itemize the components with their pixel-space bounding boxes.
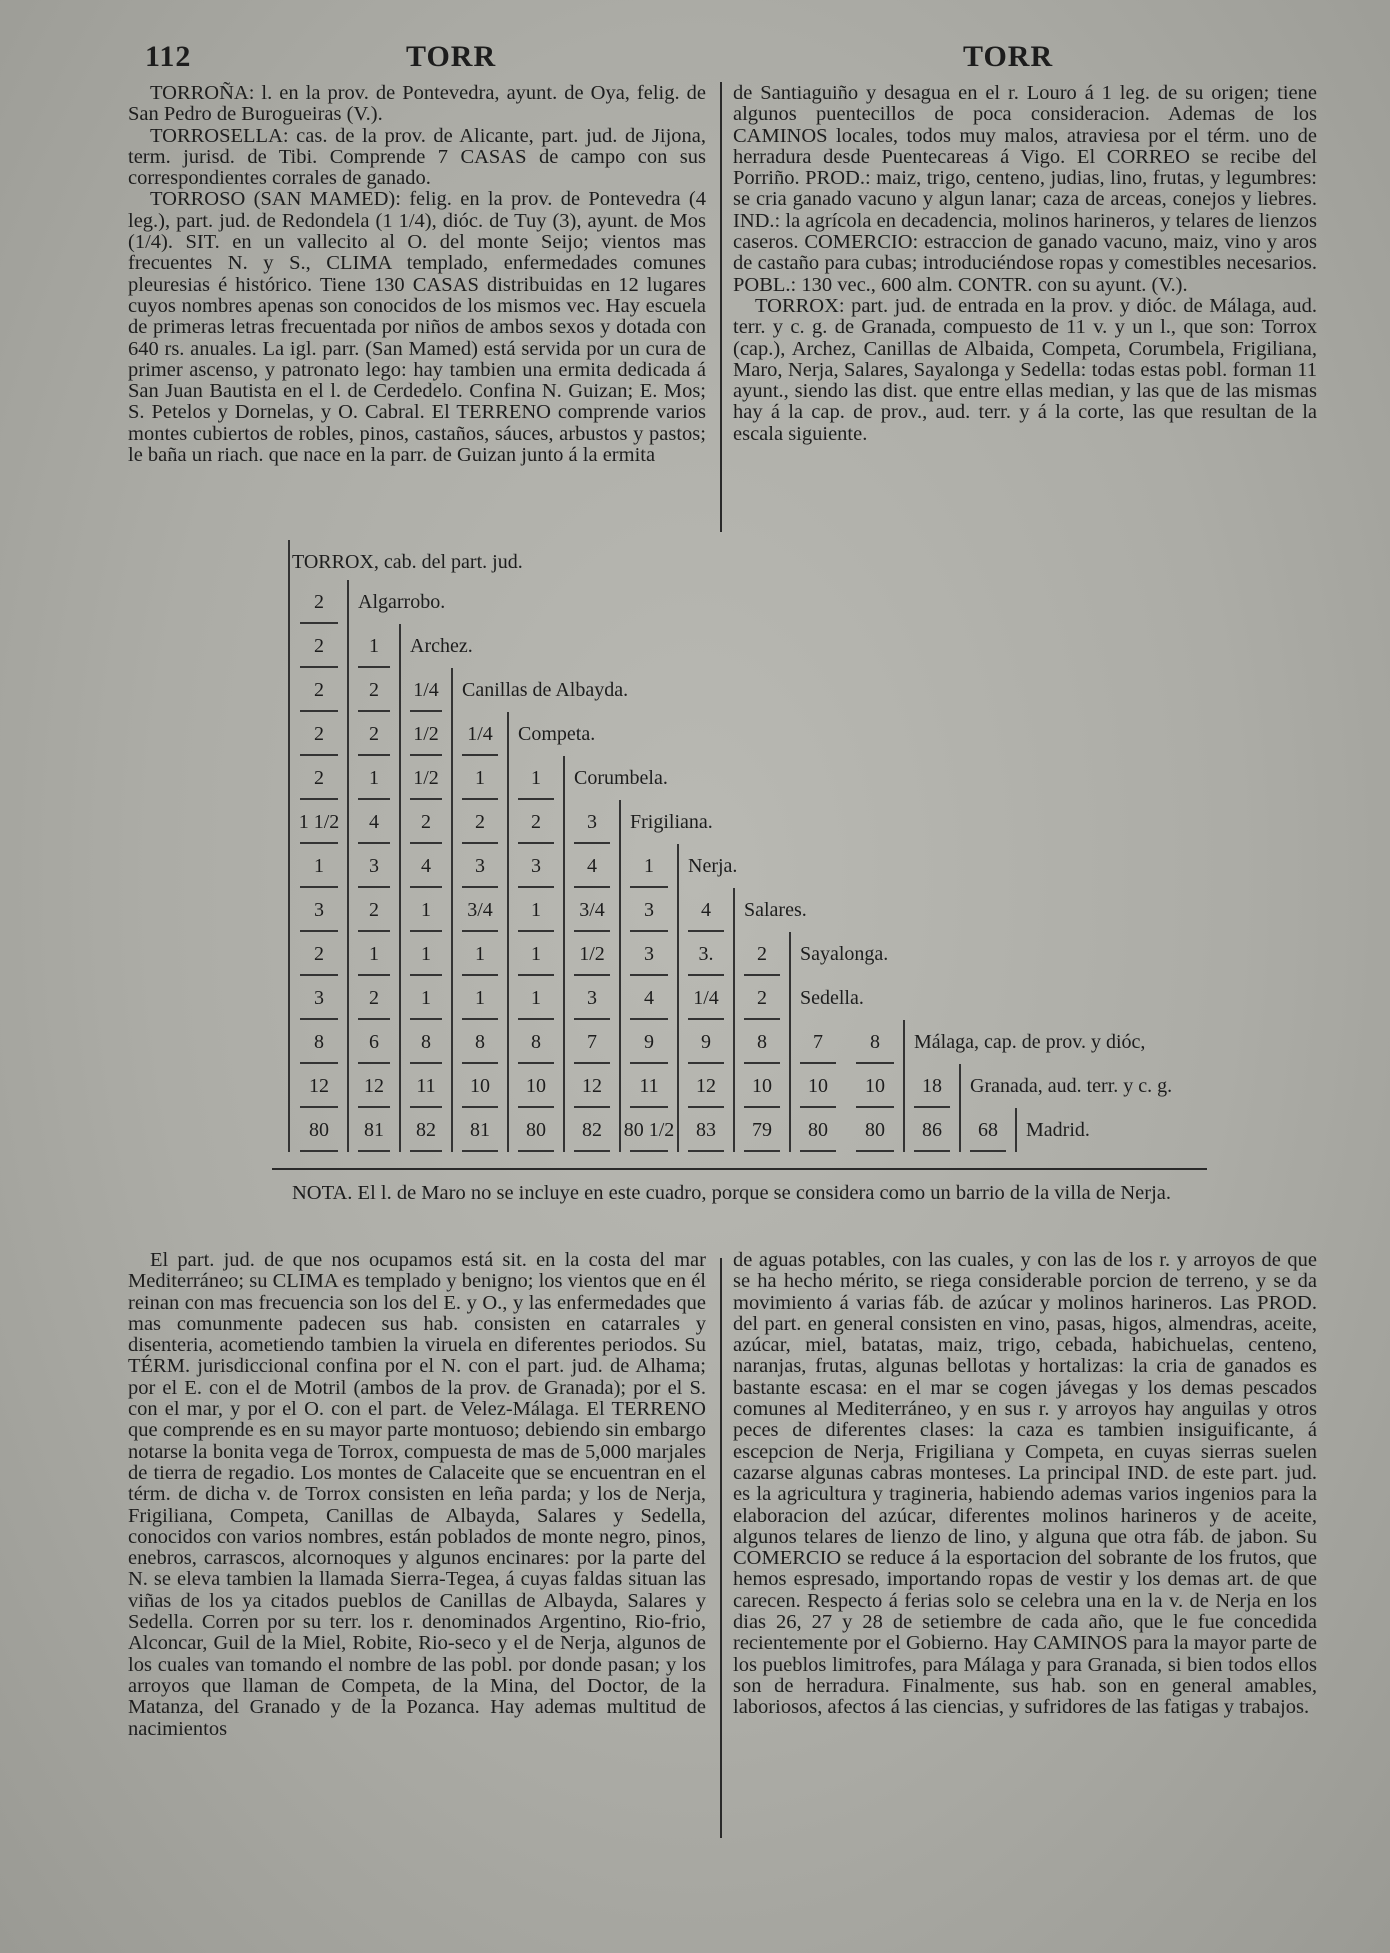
- table-cell: 1: [369, 943, 379, 965]
- running-head-right: TORR: [963, 40, 1054, 73]
- table-cell: 1: [421, 899, 431, 921]
- table-cell: 3: [587, 987, 597, 1009]
- table-row-label: Algarrobo.: [358, 591, 446, 613]
- table-cell: 2: [314, 767, 324, 789]
- table-cell: 18: [922, 1075, 942, 1097]
- cell-rule: [970, 1150, 1006, 1152]
- table-cell: 2: [369, 723, 379, 745]
- table-row-label: Competa.: [518, 723, 596, 745]
- table-cell: 83: [696, 1119, 716, 1141]
- table-cell: 12: [309, 1075, 329, 1097]
- table-row-label: Madrid.: [1026, 1119, 1090, 1141]
- table-cell: 8: [757, 1031, 767, 1053]
- page-number: 112: [145, 40, 192, 73]
- table-cell: 1: [421, 987, 431, 1009]
- entry-torroso: TORROSO (SAN MAMED): felig. en la prov. de Pontevedra (4 leg.), part. jud. de Redondela (1 1/4), dióc. de Tuy (3), ayunt. de Mos (1/4). SIT. en un vallecito al O. del monte Seijo; vientos mas frecuentes N. y S., CLIMA templado, enfermedades comunes pleuresias é histórico. Tiene 130 CASAS distribuidas en 12 lugares cuyos nombres apenas son conocidos de los mismos vec. Hay escuela de primeras letras frecuentada por niños de ambos sexos y dotada con 640 rs. anuales. La igl. parr. (San Mamed) está servida por un cura de primer ascenso, y patronato lego: hay tambien una ermita dedicada á San Juan Bautista en el l. de Cerdedelo. Confina N. Guizan; E. Mos; S. Petelos y Dornelas, y O. Cabral. El TERRENO comprende varios montes cubiertos de robles, pinos, castaños, sáuces, arbustos y pastos; le baña un riach. que nace en la parr. de Guizan junto á la ermita: [128, 188, 706, 467]
- district-description: El part. jud. de que nos ocupamos está sit. en la costa del mar Mediterráneo; su CLIMA es templado y benigno; los vientos que en él reinan con mas frecuencia son los del E. y O., y las enfermedades que mas comunmente padecen sus hab. consisten en catarrales y disenteria, acometiendo tambien la viruela en diferentes periodos. Su TÉRM. jurisdiccional confina por el N. con el part. jud. de Alhama; por el E. con el de Motril (ambos de la prov. de Granada); por el S. con el mar, y por el O. con el part. de Velez-Málaga. El TERRENO que comprende es en su mayor parte montuoso; debiendo sin embargo notarse la bonita vega de Torrox, compuesta de mas de 5,000 marjales de tierra de regadio. Los montes de Calaceite que se encuentran en el térm. de dicha v. de Torrox consisten en leña parda; y los de Nerja, Frigiliana, Competa, Canillas de Albayda, Salares y Sedella, conocidos con varios nombres, están poblados de monte negro, pinos, enebros, carrascos, alcornoques y algunos encinares: por la parte del N. se eleva tambien la llamada Sierra-Tegea, á cuyas faldas situan las viñas de los ya citados pueblos de Canillas de Albayda, Salares y Sedella. Corren por su terr. los r. denominados Argentino, Rio-frio, Alconcar, Guil de la Miel, Robite, Rio-seco y el de Nerja, algunos de los cuales van tomando el nombre de las pobl. por donde pasan; y los arroyos que llaman de Competa, de la Mina, del Doctor, de la Matanza, del Granado y de la Pozanca. Hay ademas multitud de nacimientos: [128, 1249, 706, 1740]
- table-cell: 4: [369, 811, 379, 833]
- note-label: NOTA.: [292, 1182, 353, 1204]
- table-cell: 8: [314, 1031, 324, 1053]
- table-cell: 3/4: [467, 899, 493, 921]
- cell-rule: [518, 1150, 554, 1152]
- table-cell: 3: [644, 899, 654, 921]
- table-cell: 3: [531, 855, 541, 877]
- table-cell: 1/2: [413, 723, 439, 745]
- table-cell: 2: [369, 987, 379, 1009]
- column-divider-bottom: [720, 1258, 722, 1838]
- table-cell: 12: [582, 1075, 602, 1097]
- table-cell: 1: [369, 635, 379, 657]
- entry-torroso-continued: de Santiaguiño y desagua en el r. Louro á 1 leg. de su origen; tiene algunos puentecillos de poca consideracion. Ademas de los CAMINOS locales, todos muy malos, atraviesa por el térm. uno de herradura desde Puentecareas á Vigo. El CORREO se recibe del Porriño. PROD.: maiz, trigo, centeno, judias, lino, frutas, y legumbres: se cria ganado vacuno y algun lanar; caza de arceas, conejos y liebres. IND.: la agrícola en decadencia, molinos harineros, y telares de lienzos caseros. COMERCIO: estraccion de ganado vacuno, maiz, vino y aros de castaño para cubas; introduciéndose ropas y comestibles necesarios. POBL.: 130 vec., 600 alm. CONTR. con su ayunt. (V.).: [733, 82, 1317, 296]
- table-cell: 3/4: [579, 899, 605, 921]
- cell-rule: [462, 1150, 498, 1152]
- table-cell: 8: [421, 1031, 431, 1053]
- cell-rule: [410, 1150, 442, 1152]
- table-cell: 79: [752, 1119, 772, 1141]
- running-head-left: TORR: [406, 40, 497, 73]
- table-cell: 2: [757, 987, 767, 1009]
- table-cell: 2: [314, 723, 324, 745]
- table-cell: 80: [865, 1119, 885, 1141]
- cell-rule: [630, 1150, 668, 1152]
- entry-torrosella: TORROSELLA: cas. de la prov. de Alicante, part. jud. de Jijona, term. jurisd. de Tibi. Comprende 7 CASAS de campo con sus correspondientes corrales de ganado.: [128, 124, 706, 190]
- table-row-label: Frigiliana.: [630, 811, 713, 833]
- table-cell: 1: [531, 943, 541, 965]
- table-cell: 80 1/2: [623, 1119, 675, 1141]
- table-row-label: Salares.: [744, 899, 807, 921]
- table-row-label: Granada, aud. terr. y c. g.: [970, 1075, 1173, 1097]
- table-cell: 1 1/2: [298, 811, 340, 833]
- table-note: [272, 1183, 1212, 1205]
- table-cell: 8: [870, 1031, 880, 1053]
- table-cell: 1: [531, 987, 541, 1009]
- table-cell: 1/4: [467, 723, 493, 745]
- table-cell: 1: [475, 943, 485, 965]
- table-cell: 8: [475, 1031, 485, 1053]
- table-cell: 1/4: [413, 679, 439, 701]
- cell-rule: [914, 1150, 950, 1152]
- table-cell: 1: [531, 767, 541, 789]
- table-cell: 3: [644, 943, 654, 965]
- table-cell: 4: [421, 855, 431, 877]
- table-cell: 2: [314, 943, 324, 965]
- table-cell: 1: [644, 855, 654, 877]
- table-cell: 2: [314, 591, 324, 613]
- column-divider-top: [720, 82, 722, 532]
- table-cell: 4: [587, 855, 597, 877]
- table-cell: 10: [752, 1075, 772, 1097]
- top-left-column: [128, 83, 706, 466]
- cell-rule: [744, 1150, 780, 1152]
- district-description-continued: de aguas potables, con las cuales, y con las de los r. y arroyos de que se ha hecho mérito, se riega considerable porcion de terreno, y se da movimiento á varias fáb. de azúcar y molinos harineros. Las PROD. del part. en general consisten en vino, pasas, higos, almendras, aceite, azúcar, miel, batatas, maiz, trigo, cebada, habichuelas, centeno, naranjas, frutas, algunas bellotas y hortalizas: la cria de ganados es bastante escasa: en el mar se cogen jávegas y los demas pescados comunes al Mediterráneo, y en sus r. y arroyos hay anguilas y otros peces de diferentes clases: la caza es tambien insiguificante, á escepcion de Nerja, Frigiliana y Competa, en cuyas sierras suelen cazarse algunas cabras monteses. La principal IND. de este part. jud. es la agricultura y tragineria, habiendo ademas varios ingenios para la elaboracion del azúcar, diferentes molinos harineros y de aceite, algunos telares de lienzo de lino, y alguna que otra fáb. de jabon. Su COMERCIO se reduce á la esportacion del sobrante de los frutos, que hemos espresado, importando ropas de vestir y los demas art. de que carecen. Respecto á ferias solo se celebra una en la v. de Nerja en los dias 26, 27 y 28 de setiembre de cada año, que le fue concedida recientemente por el Gobierno. Hay CAMINOS para la mayor parte de los pueblos limitrofes, para Málaga y para Granada, si bien todos ellos son de herradura. Finalmente, sus hab. son en general amables, laboriosos, afectos á las ciencias, y sufridores de las fatigas y trabajos.: [733, 1249, 1317, 1719]
- table-cell: 12: [364, 1075, 384, 1097]
- table-cell: 3: [314, 987, 324, 1009]
- table-cell: 6: [369, 1031, 379, 1053]
- top-right-column: [733, 83, 1317, 445]
- table-cell: 10: [526, 1075, 546, 1097]
- table-cell: 1: [531, 899, 541, 921]
- table-row-label: Nerja.: [688, 855, 738, 877]
- table-cell: 11: [416, 1075, 436, 1097]
- table-cell: 2: [314, 679, 324, 701]
- table-cell: 3: [314, 899, 324, 921]
- table-cell: 81: [364, 1119, 384, 1141]
- cell-rule: [358, 1150, 390, 1152]
- table-cell: 2: [475, 811, 485, 833]
- table-cell: 80: [309, 1119, 329, 1141]
- step-rule: [1015, 1108, 1017, 1152]
- table-row-label: Archez.: [410, 635, 473, 657]
- table-row-label: Málaga, cap. de prov. y dióc,: [914, 1031, 1146, 1053]
- table-cell: 7: [813, 1031, 823, 1053]
- table-cell: 8: [531, 1031, 541, 1053]
- table-cell: 2: [369, 679, 379, 701]
- cell-rule: [800, 1150, 836, 1152]
- bottom-right-column: [733, 1250, 1317, 1719]
- table-cell: 1/4: [693, 987, 719, 1009]
- table-cell: 3: [475, 855, 485, 877]
- table-cell: 1: [369, 767, 379, 789]
- table-cell: 2: [314, 635, 324, 657]
- cell-rule: [688, 1150, 724, 1152]
- table-cell: 2: [757, 943, 767, 965]
- table-cell: 80: [808, 1119, 828, 1141]
- note-text: El l. de Maro no se incluye en este cuadro, porque se considera como un barrio de la villa de Nerja.: [357, 1182, 1171, 1204]
- table-bottom-rule: [272, 1168, 1207, 1170]
- table-row-label: Sayalonga.: [800, 943, 889, 965]
- table-cell: 9: [701, 1031, 711, 1053]
- table-cell: 2: [421, 811, 431, 833]
- table-cell: 86: [922, 1119, 942, 1141]
- table-cell: 3: [369, 855, 379, 877]
- table-cell: 68: [978, 1119, 998, 1141]
- table-cell: 2: [531, 811, 541, 833]
- table-cell: 4: [701, 899, 711, 921]
- table-row-label: Corumbela.: [574, 767, 668, 789]
- cell-rule: [300, 1150, 338, 1152]
- table-cell: 81: [470, 1119, 490, 1141]
- table-cell: 9: [644, 1031, 654, 1053]
- entry-torrona: TORROÑA: l. en la prov. de Pontevedra, ayunt. de Oya, felig. de San Pedro de Burogueiras (V.).: [128, 82, 706, 126]
- table-cell: 82: [582, 1119, 602, 1141]
- table-cell: 12: [696, 1075, 716, 1097]
- table-cell: 10: [865, 1075, 885, 1097]
- bottom-left-column: [128, 1250, 706, 1740]
- table-cell: 1: [314, 855, 324, 877]
- table-cell: 82: [416, 1119, 436, 1141]
- table-cell: 1: [421, 943, 431, 965]
- table-cell: 10: [808, 1075, 828, 1097]
- table-row-label: Canillas de Albayda.: [462, 679, 629, 701]
- table-cell: 2: [369, 899, 379, 921]
- table-cell: 80: [526, 1119, 546, 1141]
- table-cell: 1: [475, 767, 485, 789]
- cell-rule: [856, 1150, 894, 1152]
- table-row-label: Sedella.: [800, 987, 864, 1009]
- table-cell: 11: [639, 1075, 659, 1097]
- table-cell: 10: [470, 1075, 490, 1097]
- distance-table: [272, 540, 1202, 1160]
- table-cell: 3: [587, 811, 597, 833]
- cell-rule: [574, 1150, 610, 1152]
- table-cell: 1/2: [579, 943, 605, 965]
- table-cell: 3.: [698, 943, 714, 965]
- table-cell: 7: [587, 1031, 597, 1053]
- entry-torrox: TORROX: part. jud. de entrada en la prov. y dióc. de Málaga, aud. terr. y c. g. de Granada, compuesto de 11 v. y un l., que son: Torrox (cap.), Archez, Canillas de Albaida, Competa, Corumbela, Frigiliana, Maro, Nerja, Salares, Sayalonga y Sedella: todas estas pobl. forman 11 ayunt., siendo las dist. que entre ellas median, y las que de las mismas hay á la cap. de prov., aud. terr. y á la corte, las que resultan de la escala siguiente.: [733, 294, 1317, 445]
- table-cell: 4: [644, 987, 654, 1009]
- table-cell: 1: [475, 987, 485, 1009]
- table-cell: 1/2: [413, 767, 439, 789]
- table-title: TORROX, cab. del part. jud.: [292, 551, 523, 573]
